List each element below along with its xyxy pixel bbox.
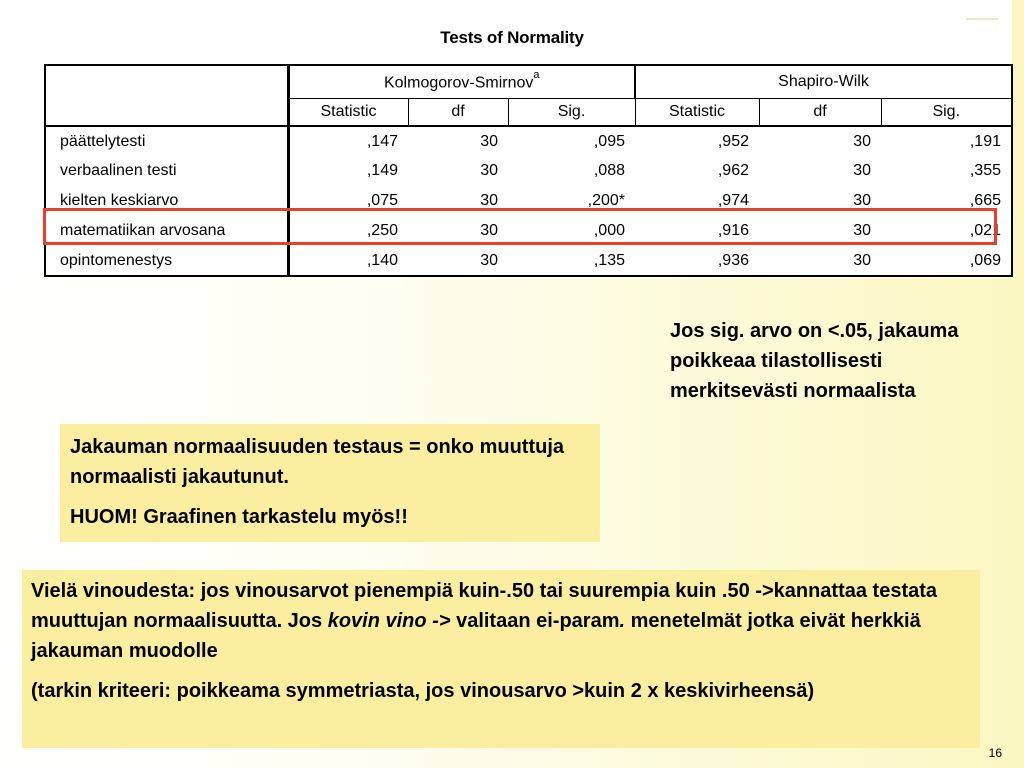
sw-statistic: ,916 bbox=[717, 222, 749, 239]
row-label: matematiikan arvosana bbox=[45, 216, 288, 246]
table-row bbox=[45, 246, 1012, 276]
normality-info-box bbox=[60, 424, 600, 542]
subheader-ks-sig: Sig. bbox=[508, 98, 635, 126]
sw-df: 30 bbox=[853, 132, 871, 150]
sw-df: 30 bbox=[853, 162, 871, 179]
ks-statistic: ,075 bbox=[288, 186, 408, 216]
ks-df: 30 bbox=[480, 192, 498, 209]
ks-sig: ,088 bbox=[593, 162, 625, 179]
box1-line2: HUOM! Graafinen tarkastelu myös!! bbox=[70, 506, 408, 528]
header-empty-cell bbox=[45, 65, 288, 98]
box2-p1-part-c: menetelmät jotka eivät herkkiä jakauman muodolle bbox=[31, 610, 921, 662]
corner-mark bbox=[966, 18, 998, 20]
header-empty-cell-2 bbox=[45, 98, 288, 126]
box2-paragraph2: (tarkin kriteeri: poikkeama symmetriasta, jos vinousarvo >kuin 2 x keskivirheensä) bbox=[31, 680, 815, 702]
ks-sig: ,000 bbox=[593, 222, 625, 239]
ks-sig: ,200* bbox=[587, 192, 625, 209]
page-number: 16 bbox=[988, 746, 1002, 760]
header-sw: Shapiro-Wilk bbox=[635, 65, 1012, 98]
ks-df: 30 bbox=[480, 222, 498, 239]
subheader-sw-statistic: Statistic bbox=[635, 98, 759, 126]
box2-paragraph1 bbox=[31, 576, 972, 666]
sw-df: 30 bbox=[759, 246, 881, 276]
box1-line1: Jakauman normaalisuuden testaus = onko muuttuja normaalisti jakautunut. bbox=[70, 436, 565, 488]
row-label: verbaalinen testi bbox=[45, 156, 288, 186]
table-title: Tests of Normality bbox=[440, 28, 584, 47]
header-ks bbox=[288, 65, 635, 98]
row-label: opintomenestys bbox=[45, 246, 288, 276]
sw-statistic: ,962 bbox=[717, 162, 749, 179]
ks-statistic: ,147 bbox=[288, 126, 408, 156]
sw-statistic: ,952 bbox=[717, 132, 749, 150]
header-ks-label: Kolmogorov-Smirnov bbox=[383, 73, 534, 91]
sw-statistic: ,974 bbox=[717, 192, 749, 209]
subheader-ks-statistic: Statistic bbox=[288, 98, 408, 126]
table-row bbox=[45, 126, 1012, 156]
row-label: päättelytesti bbox=[45, 126, 288, 156]
sw-sig: ,355 bbox=[881, 156, 1012, 186]
ks-df: 30 bbox=[480, 162, 498, 179]
table-row bbox=[45, 156, 1012, 186]
box2-p1-italic-dot: . bbox=[619, 610, 626, 632]
ks-statistic: ,250 bbox=[288, 216, 408, 246]
ks-sig: ,135 bbox=[508, 246, 635, 276]
ks-df: 30 bbox=[480, 132, 498, 150]
ks-statistic: ,149 bbox=[288, 156, 408, 186]
sw-df: 30 bbox=[853, 222, 871, 239]
sw-df: 30 bbox=[853, 192, 871, 209]
subheader-sw-sig: Sig. bbox=[881, 98, 1012, 126]
box2-p1-italic: kovin vino -> bbox=[327, 610, 451, 632]
row-label: kielten keskiarvo bbox=[45, 186, 288, 216]
normality-table bbox=[44, 64, 1013, 277]
subheader-sw-df: df bbox=[759, 98, 881, 126]
box2-p1-part-b: valitaan ei-param bbox=[450, 610, 620, 632]
table-row bbox=[45, 186, 1012, 216]
header-ks-footnote: a bbox=[533, 68, 540, 81]
box2-p1-part-a: Vielä vinoudesta: jos vinousarvot pienempiä kuin-.50 tai suurempia kuin .50 ->kannattaa testata muuttujan normaalisuutta. Jos bbox=[31, 580, 938, 632]
sw-sig: ,069 bbox=[881, 246, 1012, 276]
ks-statistic: ,140 bbox=[288, 246, 408, 276]
ks-df: 30 bbox=[408, 246, 508, 276]
ks-sig: ,095 bbox=[593, 132, 625, 150]
significance-note: Jos sig. arvo on <.05, jakauma poikkeaa tilastollisesti merkitsevästi normaalista bbox=[670, 320, 959, 402]
sw-statistic: ,936 bbox=[635, 246, 759, 276]
sw-sig: ,021 bbox=[881, 216, 1012, 246]
subheader-ks-df: df bbox=[408, 98, 508, 126]
skewness-info-box bbox=[22, 570, 980, 748]
table-row-highlighted bbox=[45, 216, 1012, 246]
sw-sig: ,665 bbox=[881, 186, 1012, 216]
sw-sig: ,191 bbox=[881, 126, 1012, 156]
